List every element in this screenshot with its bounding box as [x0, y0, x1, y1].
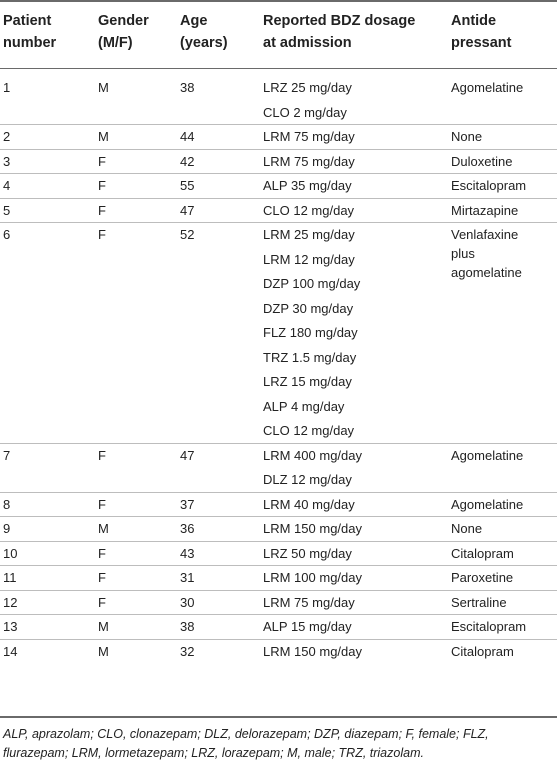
row-divider [0, 443, 557, 444]
cell-gender: F [98, 496, 106, 512]
header-line: Age [180, 13, 208, 29]
cell-age: 31 [180, 570, 195, 585]
cell-age: 42 [180, 153, 195, 169]
header-line: (years) [180, 35, 228, 51]
cell-antidepressant: plus [451, 246, 475, 261]
row-divider [0, 516, 557, 517]
cell-gender: F [98, 594, 106, 610]
cell-antidepressant: Escitalopram [451, 619, 527, 634]
cell-antidepressant: Duloxetine [451, 153, 513, 169]
cell-dosage: ALP 15 mg/day [263, 619, 352, 634]
table-footnote: ALP, aprazolam; CLO, clonazepam; DLZ, delorazepam; DZP, diazepam; F, female; FLZ, flurazepam; LRM, lormetazepam; LRZ, lorazepam; M, male; TRZ, triazolam. [3, 727, 489, 760]
cell-dosage: DLZ 12 mg/day [263, 472, 352, 487]
header-line: (M/F) [98, 35, 133, 51]
cell-dosage: LRM 400 mg/day [263, 447, 362, 463]
cell-gender: F [98, 227, 106, 242]
cell-patient-number: 14 [3, 643, 18, 659]
cell-patient-number: 5 [3, 202, 11, 218]
cell-dosage: LRM 150 mg/day [263, 521, 362, 536]
cell-gender: F [98, 153, 106, 169]
cell-dosage: LRM 40 mg/day [263, 496, 355, 512]
header-rule [0, 68, 557, 69]
cell-antidepressant: Agomelatine [451, 447, 524, 463]
cell-antidepressant: Paroxetine [451, 570, 514, 585]
cell-gender: F [98, 570, 106, 585]
cell-age: 32 [180, 643, 195, 659]
row-divider [0, 198, 557, 199]
cell-dosage: LRM 100 mg/day [263, 570, 362, 585]
cell-antidepressant: Escitalopram [451, 178, 527, 193]
cell-age: 47 [180, 447, 195, 463]
cell-patient-number: 3 [3, 153, 11, 169]
header-line: Reported BDZ dosage [263, 13, 416, 29]
cell-dosage: FLZ 180 mg/day [263, 325, 358, 340]
row-divider [0, 614, 557, 615]
row-divider [0, 541, 557, 542]
row-divider [0, 565, 557, 566]
cell-age: 47 [180, 202, 195, 218]
cell-dosage: TRZ 1.5 mg/day [263, 349, 357, 365]
cell-dosage: ALP 35 mg/day [263, 178, 352, 193]
cell-dosage: ALP 4 mg/day [263, 398, 345, 414]
cell-patient-number: 6 [3, 227, 11, 242]
cell-patient-number: 4 [3, 178, 11, 193]
row-divider [0, 173, 557, 174]
row-divider [0, 124, 557, 125]
cell-antidepressant: Agomelatine [451, 496, 524, 512]
header-line: at admission [263, 35, 352, 51]
bottom-rule [0, 716, 557, 718]
cell-patient-number: 13 [3, 619, 18, 634]
cell-age: 44 [180, 129, 195, 144]
cell-age: 43 [180, 545, 195, 561]
header-line: Gender [98, 13, 149, 29]
cell-dosage: LRM 25 mg/day [263, 227, 355, 242]
cell-gender: M [98, 643, 109, 659]
cell-antidepressant: Venlafaxine [451, 227, 519, 242]
cell-antidepressant: Citalopram [451, 545, 514, 561]
header-antidepressant [451, 10, 511, 54]
header-gender [98, 10, 149, 54]
row-divider [0, 492, 557, 493]
cell-dosage: CLO 12 mg/day [263, 423, 355, 438]
cell-gender: F [98, 178, 106, 193]
cell-patient-number: 8 [3, 496, 11, 512]
cell-dosage: LRM 75 mg/day [263, 594, 355, 610]
row-divider [0, 639, 557, 640]
cell-antidepressant: Sertraline [451, 594, 507, 610]
header-patient-number [3, 10, 56, 54]
header-line: Patient [3, 13, 52, 29]
header-age [180, 10, 228, 54]
row-divider [0, 149, 557, 150]
cell-gender: F [98, 202, 106, 218]
cell-antidepressant: agomelatine [451, 265, 522, 280]
cell-gender: M [98, 129, 109, 144]
cell-antidepressant: Citalopram [451, 643, 514, 659]
header-dosage [263, 10, 415, 54]
cell-dosage: LRM 150 mg/day [263, 643, 362, 659]
cell-gender: F [98, 545, 106, 561]
cell-antidepressant: None [451, 521, 483, 536]
cell-gender: M [98, 619, 109, 634]
top-rule [0, 0, 557, 2]
cell-dosage: CLO 2 mg/day [263, 104, 347, 120]
cell-gender: M [98, 521, 109, 536]
cell-age: 37 [180, 496, 195, 512]
cell-antidepressant: None [451, 129, 483, 144]
cell-age: 36 [180, 521, 195, 536]
cell-patient-number: 10 [3, 545, 18, 561]
cell-patient-number: 9 [3, 521, 11, 536]
cell-antidepressant: Mirtazapine [451, 202, 519, 218]
cell-patient-number: 12 [3, 594, 18, 610]
cell-dosage: LRM 75 mg/day [263, 153, 355, 169]
cell-age: 55 [180, 178, 195, 193]
row-divider [0, 222, 557, 223]
cell-gender: M [98, 80, 109, 95]
cell-age: 38 [180, 80, 195, 95]
cell-antidepressant: Agomelatine [451, 80, 524, 95]
cell-age: 30 [180, 594, 195, 610]
cell-dosage: LRZ 15 mg/day [263, 374, 352, 389]
cell-patient-number: 1 [3, 80, 11, 95]
cell-gender: F [98, 447, 106, 463]
cell-age: 38 [180, 619, 195, 634]
cell-dosage: LRZ 25 mg/day [263, 80, 352, 95]
cell-age: 52 [180, 227, 195, 242]
cell-patient-number: 11 [3, 570, 17, 585]
cell-patient-number: 7 [3, 447, 11, 463]
header-line: number [3, 35, 57, 51]
cell-dosage: LRM 12 mg/day [263, 251, 355, 267]
header-line: pressant [451, 35, 512, 51]
header-line: Antide [451, 13, 497, 29]
cell-dosage: CLO 12 mg/day [263, 202, 355, 218]
cell-dosage: DZP 100 mg/day [263, 276, 361, 291]
cell-dosage: LRZ 50 mg/day [263, 545, 352, 561]
cell-dosage: DZP 30 mg/day [263, 300, 354, 316]
cell-patient-number: 2 [3, 129, 11, 144]
row-divider [0, 590, 557, 591]
cell-dosage: LRM 75 mg/day [263, 129, 355, 144]
